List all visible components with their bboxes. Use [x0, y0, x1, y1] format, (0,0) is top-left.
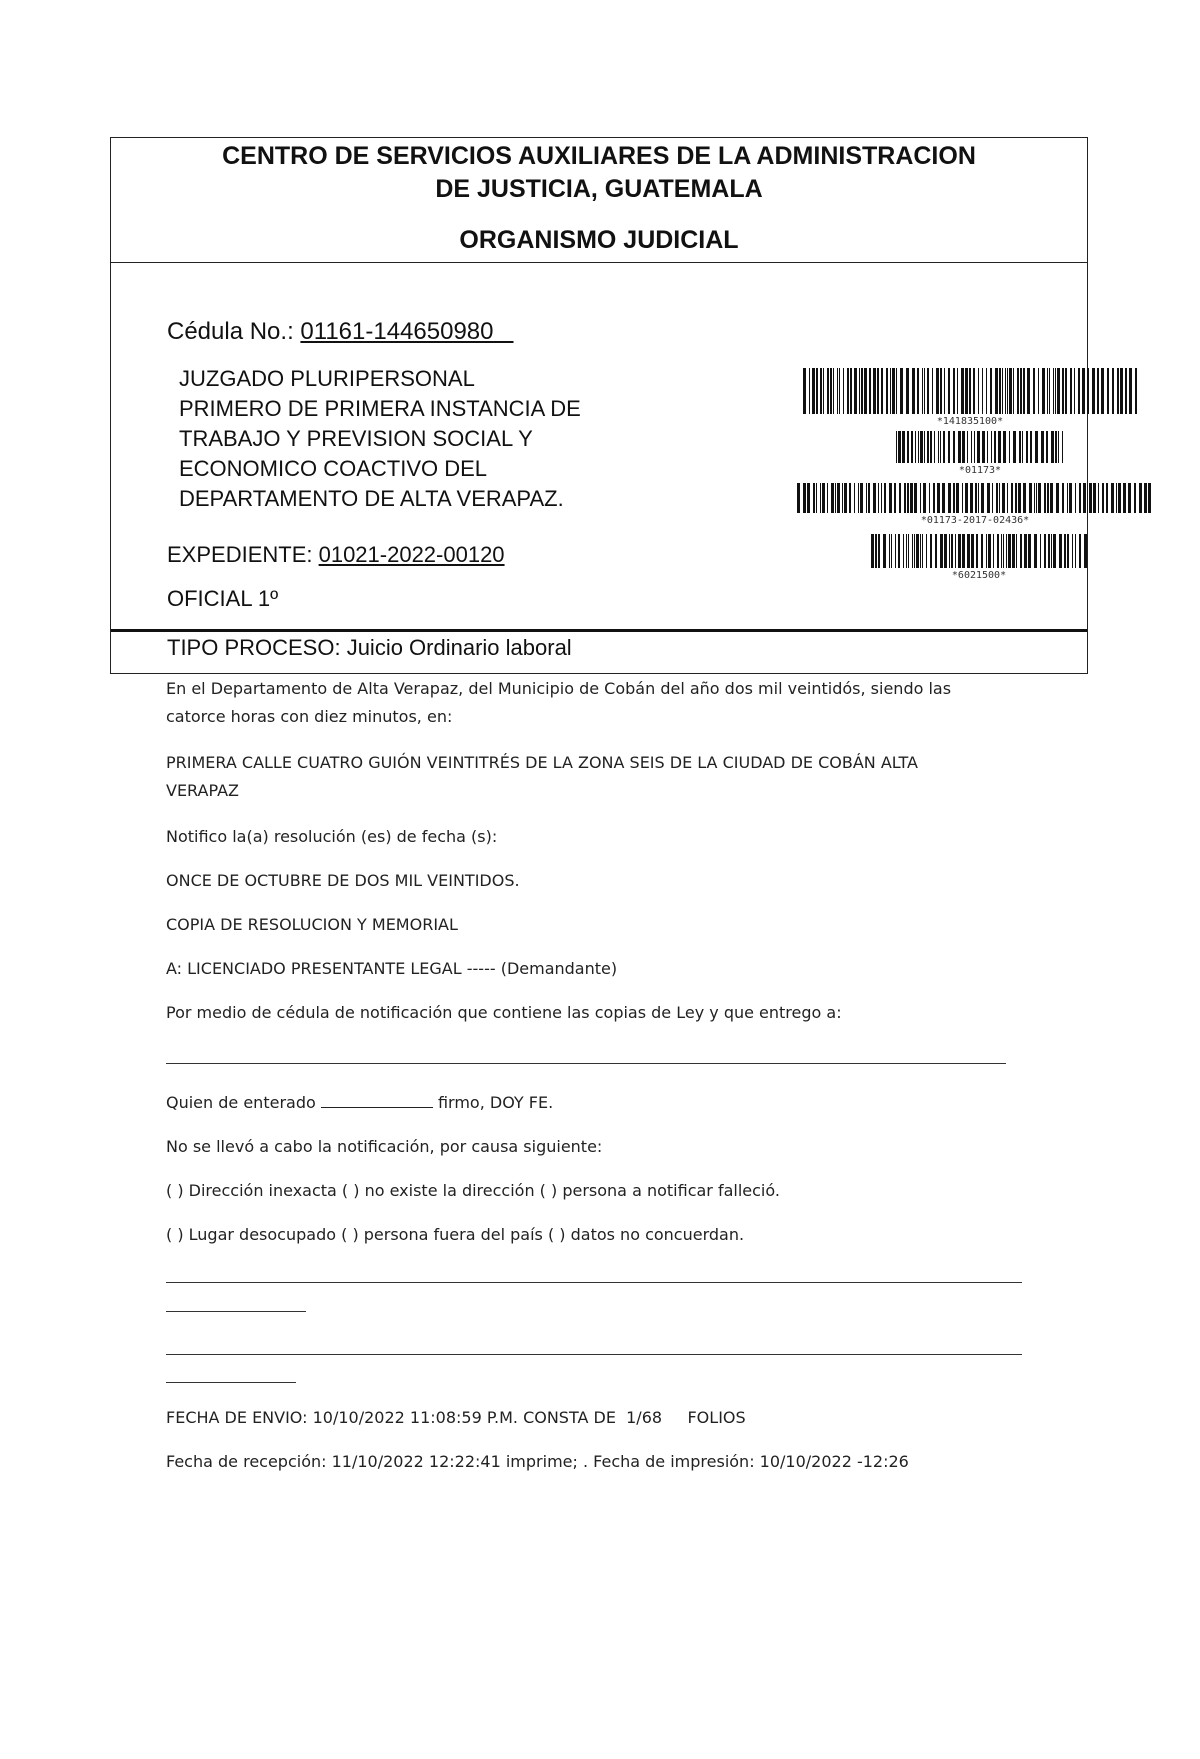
quien-text-a: Quien de enterado	[166, 1093, 321, 1112]
oficial: OFICIAL 1º	[167, 586, 279, 611]
no-se-llevo-text: No se llevó a cabo la notificación, por causa siguiente:	[166, 1137, 603, 1156]
causas-line-2: ( ) Lugar desocupado ( ) persona fuera del país ( ) datos no concuerdan.	[166, 1225, 745, 1244]
barcode-1-label: *141835100*	[936, 416, 1004, 427]
observation-line-1	[166, 1282, 1022, 1283]
barcode-4	[871, 534, 1087, 568]
expediente-value: 01021-2022-00120	[318, 542, 505, 567]
barcode-4-label: *6021500*	[951, 570, 1007, 581]
juzgado-line: TRABAJO Y PREVISION SOCIAL Y	[179, 426, 533, 451]
cedula-underline-pad	[493, 318, 513, 345]
observation-line-2b	[166, 1382, 296, 1383]
body-p1b: catorce horas con diez minutos, en:	[166, 707, 453, 726]
juzgado-line: PRIMERO DE PRIMERA INSTANCIA DE	[179, 396, 581, 421]
juzgado-line: JUZGADO PLURIPERSONAL	[179, 366, 475, 391]
recipient-text: A: LICENCIADO PRESENTANTE LEGAL ----- (Demandante)	[166, 959, 618, 978]
tipo-divider	[111, 629, 1087, 632]
resolution-date: ONCE DE OCTUBRE DE DOS MIL VEINTIDOS.	[166, 871, 520, 890]
medio-text: Por medio de cédula de notificación que contiene las copias de Ley y que entrego a:	[166, 1003, 842, 1022]
barcode-2	[896, 431, 1064, 463]
barcode-3-label: *01173-2017-02436*	[920, 515, 1030, 526]
recipient-name-line	[166, 1063, 1006, 1064]
address-line-a: PRIMERA CALLE CUATRO GUIÓN VEINTITRÉS DE LA ZONA SEIS DE LA CIUDAD DE COBÁN ALTA	[166, 753, 918, 772]
observation-line-1b	[166, 1311, 306, 1312]
copia-text: COPIA DE RESOLUCION Y MEMORIAL	[166, 915, 458, 934]
header-title-line2: DE JUSTICIA, GUATEMALA	[435, 175, 763, 203]
tipo-proceso: TIPO PROCESO: Juicio Ordinario laboral	[167, 635, 572, 660]
juzgado-line: DEPARTAMENTO DE ALTA VERAPAZ.	[179, 486, 564, 511]
fecha-recepcion: Fecha de recepción: 11/10/2022 12:22:41 imprime; . Fecha de impresión: 10/10/2022 -12:26	[166, 1452, 909, 1471]
signature-blank	[321, 1089, 433, 1108]
header-title-line1: CENTRO DE SERVICIOS AUXILIARES DE LA ADMINISTRACION	[222, 142, 976, 170]
header-box	[110, 137, 1088, 674]
quien-de-enterado	[166, 1089, 553, 1117]
address-line-b: VERAPAZ	[166, 781, 239, 800]
cedula-label: Cédula No.:	[167, 318, 301, 345]
observation-line-2	[166, 1354, 1022, 1355]
barcode-group	[681, 368, 1081, 618]
juzgado-name	[179, 364, 649, 514]
body-p1a: En el Departamento de Alta Verapaz, del Municipio de Cobán del año dos mil veintidós, siendo las	[166, 679, 952, 698]
notifico-text: Notifico la(a) resolución (es) de fecha (s):	[166, 827, 498, 846]
barcode-1	[803, 368, 1137, 414]
juzgado-line: ECONOMICO COACTIVO DEL	[179, 456, 488, 481]
quien-text-b: firmo, DOY FE.	[432, 1093, 554, 1112]
causas-line-1: ( ) Dirección inexacta ( ) no existe la dirección ( ) persona a notificar falleció.	[166, 1181, 780, 1200]
header-divider	[111, 262, 1087, 263]
expediente-label: EXPEDIENTE:	[167, 542, 319, 567]
cedula-value: 01161-144650980	[300, 318, 494, 345]
barcode-3	[797, 483, 1153, 513]
fecha-envio: FECHA DE ENVIO: 10/10/2022 11:08:59 P.M. CONSTA DE 1/68 FOLIOS	[166, 1408, 746, 1427]
expediente	[167, 542, 505, 568]
cedula-number	[167, 318, 514, 346]
barcode-2-label: *01173*	[958, 465, 1002, 476]
header-title-organismo: ORGANISMO JUDICIAL	[459, 226, 739, 254]
